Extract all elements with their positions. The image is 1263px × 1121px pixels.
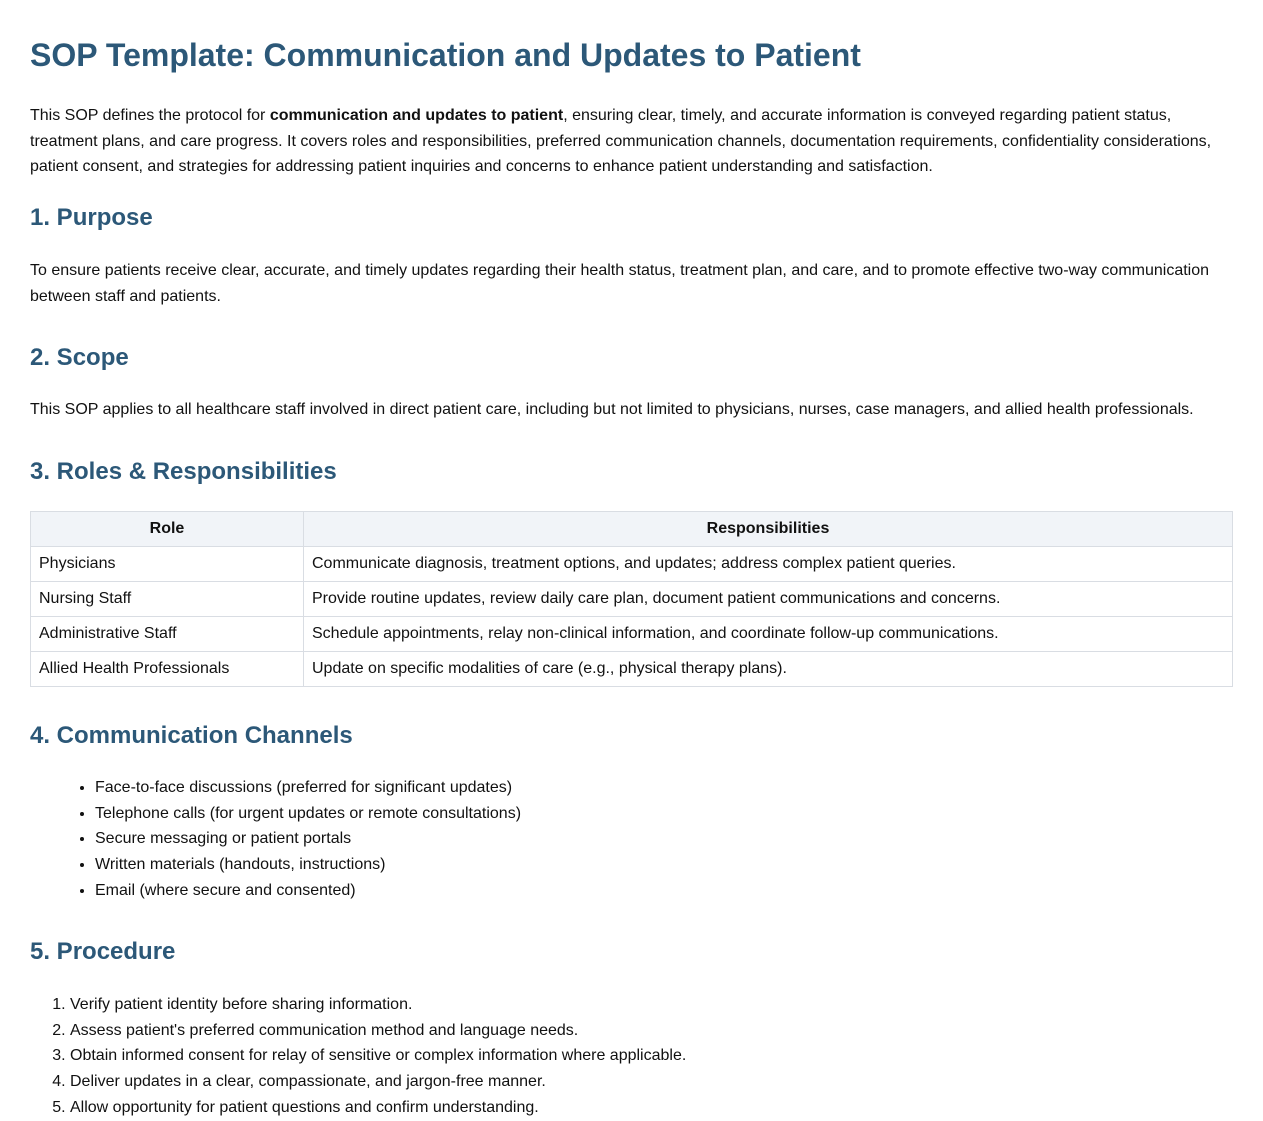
responsibility-cell: Provide routine updates, review daily care plan, document patient communications and concerns. [304,582,1233,617]
role-cell: Physicians [31,547,304,582]
procedure-step: 2. Assess patient's preferred communication method and language needs. [70,1018,686,1044]
roles-table [30,511,1233,687]
procedure-step: 4. Deliver updates in a clear, compassionate, and jargon-free manner. [70,1069,686,1095]
roles-heading: 3. Roles & Responsibilities [30,458,337,485]
procedure-steps [30,992,686,1121]
list-item: • Face-to-face discussions (preferred for significant updates) [95,775,521,801]
scope-heading: 2. Scope [30,344,129,371]
page-title: SOP Template: Communication and Updates to Patient [30,37,861,73]
purpose-text: To ensure patients receive clear, accurate, and timely updates regarding their health status, treatment plan, and care, and to promote effective two-way communication between staff and patients. [30,262,1210,305]
column-header-responsibilities: Responsibilities [304,512,1233,547]
channels-heading: 4. Communication Channels [30,722,353,749]
list-item: • Secure messaging or patient portals [95,826,521,852]
list-item: • Written materials (handouts, instructions) [95,852,521,878]
intro-paragraph [30,103,1233,180]
table-row [31,652,1233,687]
table-row [31,547,1233,582]
table-row [31,582,1233,617]
role-cell: Allied Health Professionals [31,652,304,687]
intro-text-end: , ensuring clear, timely, and accurate information is conveyed regarding patient status, treatment plans, and care progress. It covers roles and responsibilities, preferred communication channels, documentation requirements, confidentiality considerations, patient consent, and strategies for addressing patient inquiries and concerns to enhance patient understanding and satisfaction. [30,107,1212,175]
procedure-step: 5. Allow opportunity for patient questions and confirm understanding. [70,1095,686,1121]
procedure-step: 3. Obtain informed consent for relay of sensitive or complex information where applicable. [70,1043,686,1069]
table-header-row [31,512,1233,547]
responsibility-cell: Schedule appointments, relay non-clinical information, and coordinate follow-up communications. [304,617,1233,652]
intro-text-bold: communication and updates to patient [269,107,564,124]
role-cell: Administrative Staff [31,617,304,652]
procedure-heading: 5. Procedure [30,938,176,965]
table-row [31,617,1233,652]
list-item: • Telephone calls (for urgent updates or remote consultations) [95,801,521,827]
channels-list [30,775,521,904]
intro-text-start: This SOP defines the protocol for [30,107,270,124]
purpose-heading: 1. Purpose [30,204,153,231]
responsibility-cell: Update on specific modalities of care (e.g., physical therapy plans). [304,652,1233,687]
column-header-role: Role [31,512,304,547]
procedure-step: 1. Verify patient identity before sharing information. [70,992,686,1018]
list-item: • Email (where secure and consented) [95,878,521,904]
responsibility-cell: Communicate diagnosis, treatment options, and updates; address complex patient queries. [304,547,1233,582]
scope-text: This SOP applies to all healthcare staff involved in direct patient care, including but not limited to physicians, nurses, case managers, and allied health professionals. [30,401,1194,418]
role-cell: Nursing Staff [31,582,304,617]
